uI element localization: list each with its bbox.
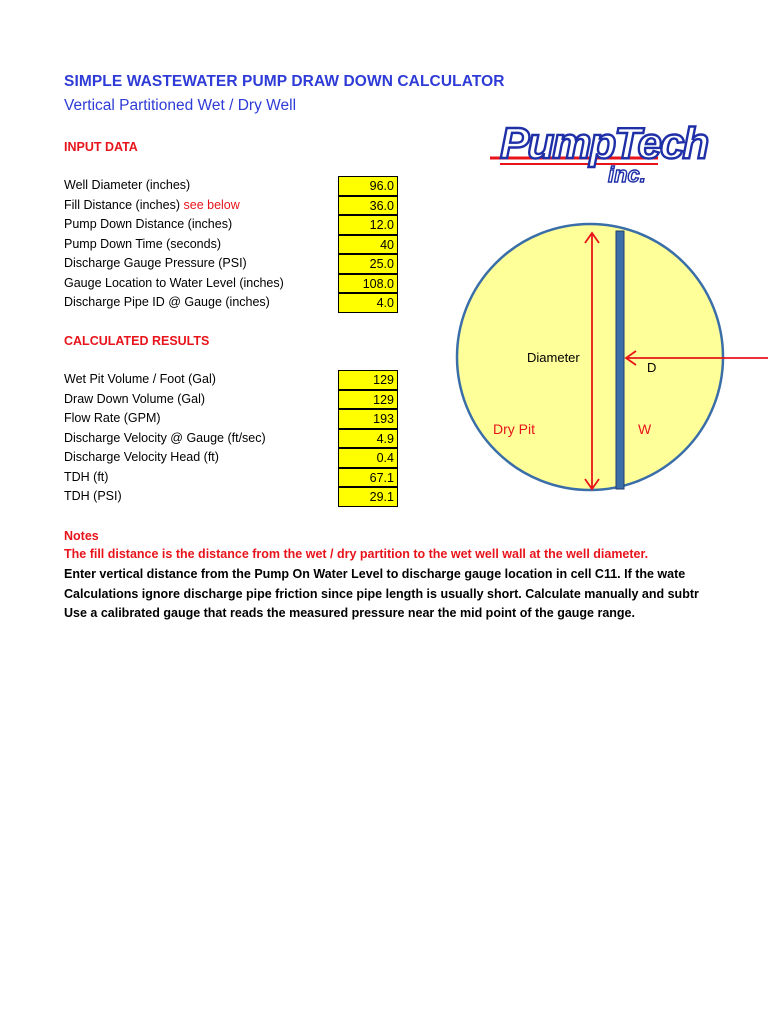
see-below-note: see below [183, 197, 240, 212]
input-label-well-diameter: Well Diameter (inches) [64, 178, 191, 192]
input-label-discharge-gauge-pressure: Discharge Gauge Pressure (PSI) [64, 256, 247, 270]
result-label-draw-down-volume: Draw Down Volume (Gal) [64, 391, 206, 406]
result-label-tdh-ft: TDH (ft) [64, 469, 109, 484]
result-cell-tdh-ft: 67.1 [338, 468, 398, 488]
result-cell-discharge-velocity: 4.9 [338, 429, 398, 449]
input-cell-fill-distance[interactable]: 36.0 [338, 196, 398, 216]
result-label-tdh-psi: TDH (PSI) [64, 489, 122, 503]
pumptech-logo [486, 112, 768, 187]
note-line-3: Calculations ignore discharge pipe friction since pipe length is usually short. Calculate manually and subtr [64, 587, 699, 601]
result-cell-draw-down-volume: 129 [338, 390, 398, 410]
input-label-fill-distance: Fill Distance (inches) see below [64, 197, 240, 212]
fill-distance-label: D [647, 360, 657, 375]
page-subtitle: Vertical Partitioned Wet / Dry Well [64, 97, 297, 114]
diameter-label: Diameter [527, 350, 580, 365]
page-title: SIMPLE WASTEWATER PUMP DRAW DOWN CALCULATOR [64, 73, 505, 90]
note-line-1: The fill distance is the distance from the wet / dry partition to the wet well wall at the well diameter. [64, 547, 649, 561]
input-cell-discharge-pipe-id[interactable]: 4.0 [338, 293, 398, 313]
input-cell-pump-down-time[interactable]: 40 [338, 235, 398, 255]
well-diagram [440, 222, 768, 502]
dry-pit-label: Dry Pit [493, 421, 535, 437]
result-label-velocity-head: Discharge Velocity Head (ft) [64, 450, 219, 464]
calculated-results-heading: CALCULATED RESULTS [64, 334, 210, 348]
notes-heading: Notes [64, 529, 99, 543]
input-label-discharge-pipe-id: Discharge Pipe ID @ Gauge (inches) [64, 295, 270, 309]
partition-wall [616, 231, 624, 489]
result-cell-flow-rate: 193 [338, 409, 398, 429]
result-label-discharge-velocity: Discharge Velocity @ Gauge (ft/sec) [64, 430, 266, 445]
logo-text: PumpTech [500, 119, 708, 168]
note-line-2: Enter vertical distance from the Pump On Water Level to discharge gauge location in cell C11. If the wate [64, 567, 686, 581]
well-circle [457, 224, 723, 490]
logo-suffix: inc. [608, 162, 646, 187]
wet-pit-label: W [638, 421, 652, 437]
note-line-4: Use a calibrated gauge that reads the measured pressure near the mid point of the gauge range. [64, 606, 635, 620]
result-cell-tdh-psi: 29.1 [338, 487, 398, 507]
input-cell-gauge-location[interactable]: 108.0 [338, 274, 398, 294]
input-data-heading: INPUT DATA [64, 140, 138, 154]
result-cell-wet-pit-volume: 129 [338, 370, 398, 390]
result-label-flow-rate: Flow Rate (GPM) [64, 411, 161, 425]
input-label-pump-down-distance: Pump Down Distance (inches) [64, 217, 233, 231]
input-label-pump-down-time: Pump Down Time (seconds) [64, 236, 222, 251]
result-label-wet-pit-volume: Wet Pit Volume / Foot (Gal) [64, 372, 216, 386]
input-cell-well-diameter[interactable]: 96.0 [338, 176, 398, 196]
input-cell-discharge-gauge-pressure[interactable]: 25.0 [338, 254, 398, 274]
input-label-gauge-location: Gauge Location to Water Level (inches) [64, 275, 284, 290]
result-cell-velocity-head: 0.4 [338, 448, 398, 468]
input-cell-pump-down-distance[interactable]: 12.0 [338, 215, 398, 235]
